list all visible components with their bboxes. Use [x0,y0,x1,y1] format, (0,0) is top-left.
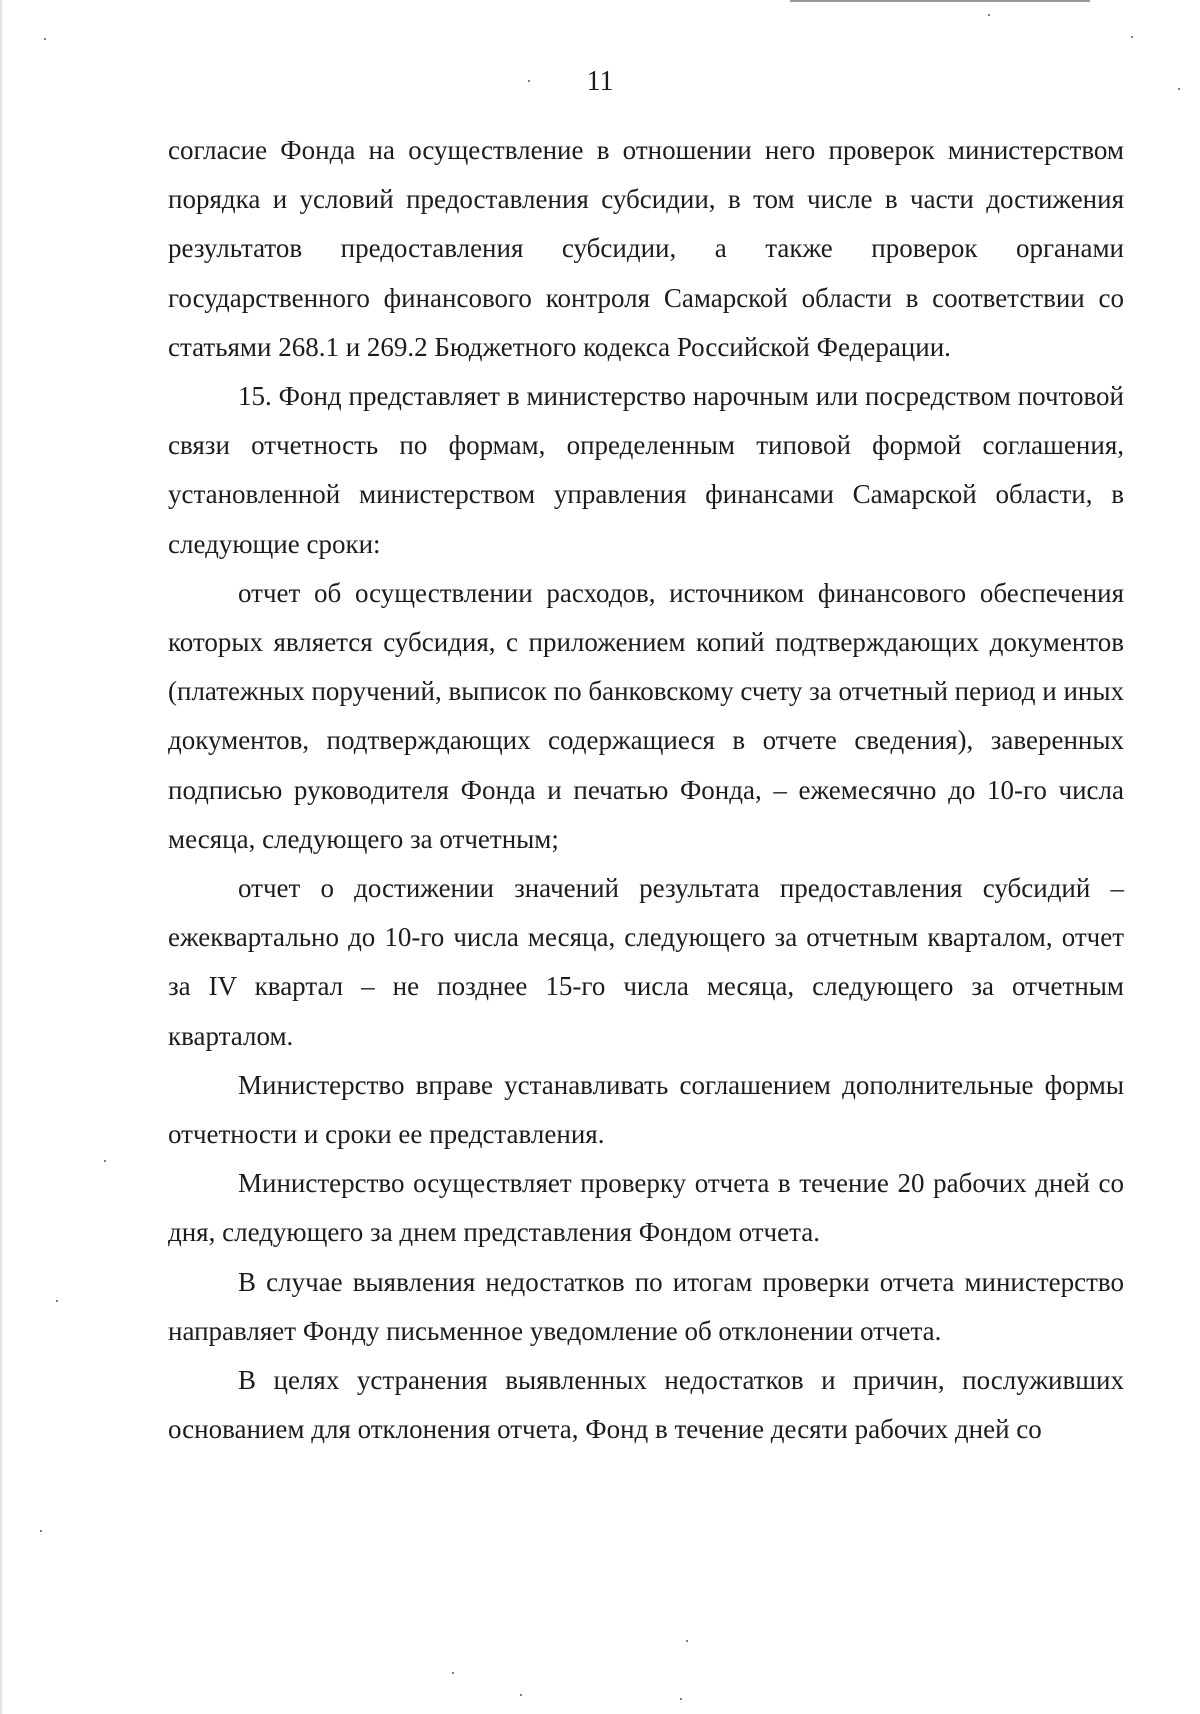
scan-speck [520,1694,522,1696]
scan-speck [44,38,46,40]
scan-speck [988,14,990,16]
scan-speck [1131,36,1133,38]
scan-speck [104,1160,106,1162]
scan-speck [528,80,530,82]
paragraph-result-report: отчет о достижении значений результата предоставления субсидий – ежеквартально до 10-го числа месяца, следующего за отчетным кварталом, отчет за IV квартал – не позднее 15-го числа месяца, следующего за отчетным кварталом. [168,873,1124,1051]
scan-speck [40,1530,42,1532]
scan-speck [686,1640,688,1642]
scan-speck [1178,88,1180,90]
scan-speck [452,1672,454,1674]
paragraph-remediation: В целях устранения выявленных недостатков и причин, послуживших основанием для отклонения отчета, Фонд в течение десяти рабочих дней со [168,1365,1124,1445]
paragraph-item-15: 15. Фонд представляет в министерство нарочным или посредством почтовой связи отчетность по формам, определенным типовой формой соглашения, установленной министерством управления финансами Самарской области, в следующие сроки: [168,381,1124,559]
paragraph-additional-forms: Министерство вправе устанавливать соглашением дополнительные формы отчетности и сроки ее представления. [168,1069,1124,1150]
top-scan-rule [790,0,1090,2]
scan-speck [56,1300,58,1302]
paragraph-report-check: Министерство осуществляет проверку отчета в течение 20 рабочих дней со дня, следующего за днем представления Фондом отчета. [168,1168,1124,1248]
paragraph-deficiencies: В случае выявления недостатков по итогам проверки отчета министерство направляет Фонду письменное уведомление об отклонении отчета. [168,1266,1124,1346]
scan-speck [680,1698,682,1700]
page-number: 11 [586,66,614,97]
paragraph-continuation: согласие Фонда на осуществление в отношении него проверок министерством порядка и условий предоставления субсидии, в том числе в части достижения результатов предоставления субсидии, а также проверок органами государственного финансового контроля Самарской области в соответствии со статьями 268.1 и 269.2 Бюджетного кодекса Российской Федерации. [168,135,1124,362]
scan-edge-shadow [0,0,3,1714]
document-body [168,126,1124,1454]
paragraph-expense-report: отчет об осуществлении расходов, источником финансового обеспечения которых является субсидия, с приложением копий подтверждающих документов (платежных поручений, выписок по банковскому счету за отчетный период и иных документов, подтверждающих содержащиеся в отчете сведения), заверенных подписью руководителя Фонда и печатью Фонда, – ежемесячно до 10-го числа месяца, следующего за отчетным; [168,577,1124,854]
